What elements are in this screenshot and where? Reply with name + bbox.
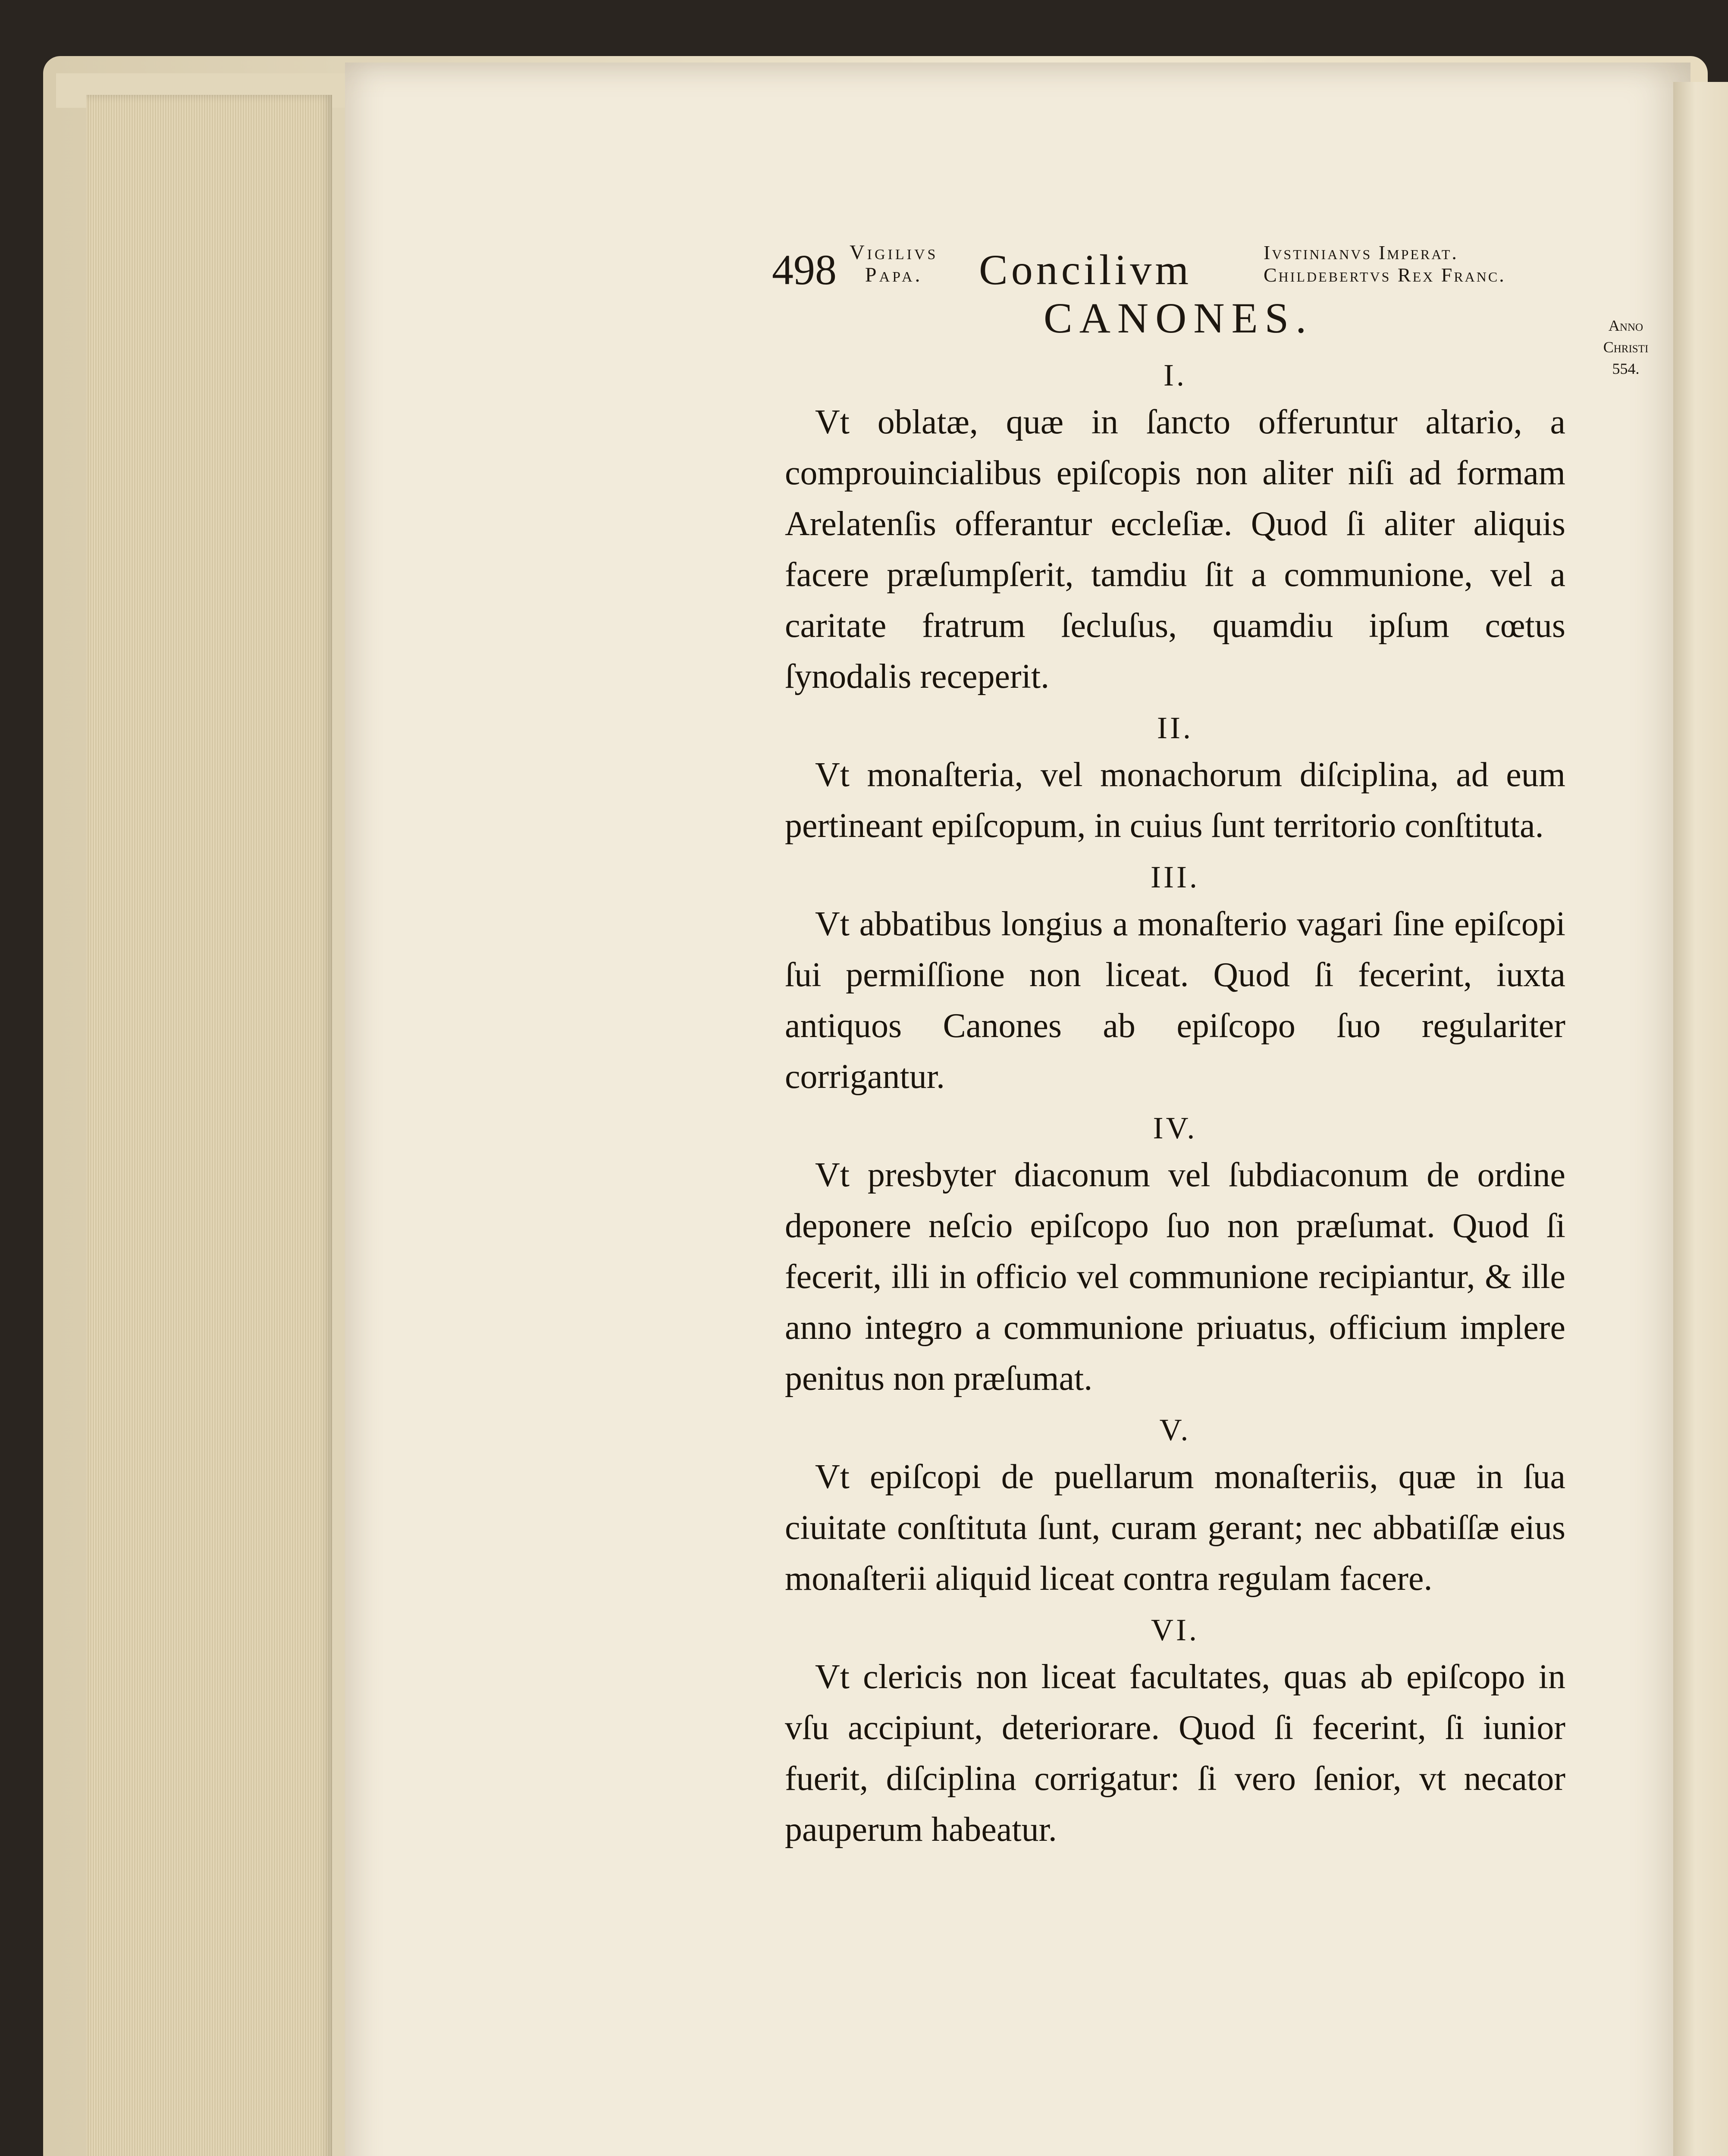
canon-text: Vt monaſteria, vel monachorum diſciplina, ad eum pertineant epiſcopum, in cuius ſunt territorio conſtituta.	[785, 756, 1565, 845]
page-edges	[86, 95, 332, 2156]
canon-number: III.	[1151, 860, 1200, 894]
canon-text: Vt presbyter diaconum vel ſubdiaconum de ordine deponere neſcio epiſcopo ſuo non præſumat. Quod ſi fecerit, illi in officio vel communione recipiantur, & ille anno integro a communione priuatus, officium implere penitus non præſumat.	[785, 1156, 1565, 1398]
running-head-right	[1264, 241, 1506, 286]
margin-note	[1591, 315, 1660, 379]
margin-note-line1: Anno	[1608, 317, 1643, 334]
running-head-left	[850, 241, 938, 286]
page-number: 498	[772, 246, 837, 294]
canon-number: I.	[1163, 358, 1187, 392]
canon-number: VI.	[1151, 1613, 1199, 1647]
canon-number: IV.	[1153, 1111, 1198, 1145]
canon-number: V.	[1159, 1413, 1191, 1447]
canon-text: Vt oblatæ, quæ in ſancto offeruntur altario, a comprouincialibus epiſcopis non aliter niſi ad formam Arelatenſis offerantur eccleſiæ. Quod ſi aliter aliquis facere præſumpſerit, tamdiu ſit a communione, vel a caritate fratrum ſecluſus, quamdiu ipſum cœtus ſynodalis receperit.	[785, 403, 1565, 696]
margin-note-line2: Christi	[1603, 338, 1649, 356]
running-head-left-line2: Papa.	[865, 263, 923, 286]
running-head-left-line1: Vigilivs	[850, 241, 938, 264]
running-header	[772, 233, 1583, 302]
facing-page-edge	[1673, 82, 1728, 2156]
canons-body	[785, 354, 1565, 1859]
canon-text: Vt epiſcopi de puellarum monaſteriis, quæ in ſua ciuitate conſtituta ſunt, curam gerant; nec abbatiſſæ eius monaſterii aliquid liceat contra regulam facere.	[785, 1458, 1565, 1598]
section-title: CANONES.	[1044, 294, 1314, 342]
running-head-right-line1: Ivstinianvs Imperat.	[1264, 241, 1458, 263]
margin-note-line3: 554.	[1612, 360, 1640, 377]
canon-number: II.	[1157, 711, 1193, 745]
running-title: Concilivm	[979, 246, 1192, 294]
canon-text: Vt abbatibus longius a monaſterio vagari ſine epiſcopi ſui permiſſione non liceat. Quod ſi fecerint, iuxta antiquos Canones ab epiſcopo ſuo regulariter corrigantur.	[785, 905, 1565, 1096]
running-head-right-line2: Childebertvs Rex Franc.	[1264, 264, 1506, 286]
canon-text: Vt clericis non liceat facultates, quas ab epiſcopo in vſu accipiunt, deteriorare. Quod ſi fecerint, ſi iunior fuerit, diſciplina corrigatur: ſi vero ſenior, vt necator pauperum habeatur.	[785, 1658, 1565, 1849]
